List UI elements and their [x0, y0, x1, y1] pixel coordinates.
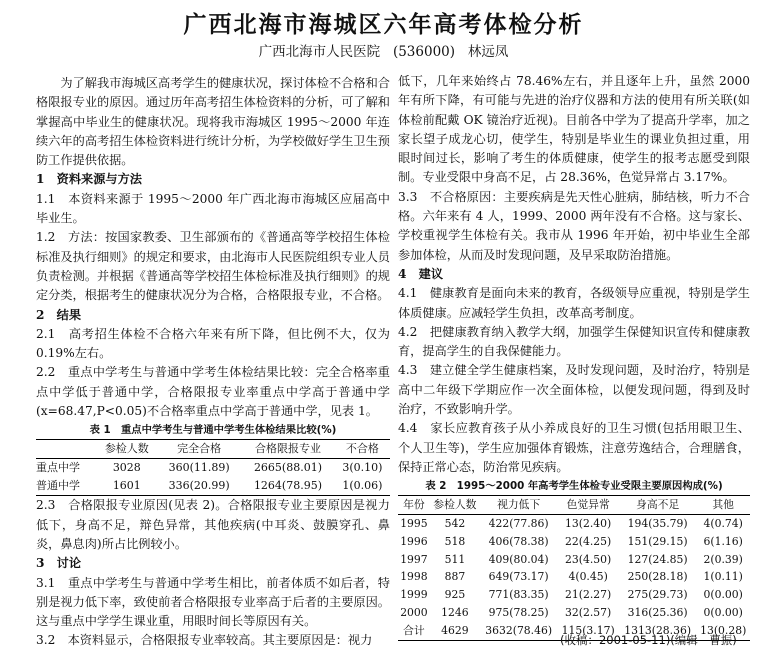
table-cell: 重点中学: [36, 461, 80, 475]
table-2-header-row: [398, 496, 750, 515]
table-cell: 511: [444, 552, 466, 566]
intro-paragraph: 为了解我市海城区高考学生的健康状况，探讨体检不合格和合格限报专业的原因。通过历年高考招生体检资料的分析，可了解和掌握高中毕业生的健康状况。现将我市海城区 1995～2000 年连续六年的高考招生体检资料进行统计分析，为学校做好学生卫生预防工作提供依据。: [36, 76, 390, 168]
table-cell: 1997: [400, 552, 428, 566]
table-2-header-cell: 视力低下: [497, 498, 541, 512]
table-cell: 13(0.28): [700, 623, 747, 637]
table-cell: 4(0.45): [568, 570, 608, 584]
table-cell: 887: [444, 570, 466, 584]
table-cell: 518: [444, 534, 466, 548]
table-row: [398, 586, 750, 604]
table-1-header-cell: 合格限报专业: [254, 442, 321, 456]
paragraph-3-2: 3.2 本资料显示，合格限报专业率较高。其主要原因是：视力: [36, 633, 373, 648]
left-column: [36, 74, 390, 651]
table-cell: 316(25.36): [627, 606, 688, 620]
table-cell: 1(0.06): [342, 479, 383, 493]
table-cell: 3028: [112, 461, 141, 475]
table-row: [398, 533, 750, 551]
section-heading-2: 2 结果: [36, 307, 82, 322]
table-cell: 275(29.73): [627, 588, 688, 602]
table-1-header-cell: [36, 440, 97, 459]
table-2: [398, 495, 750, 640]
paragraph-3-3: 3.3 不合格原因：主要疾病是先天性心脏病，肺结核，听力不合格。六年来有 4 人，1999、2000 两年没有不合格。这与家长、学校重视学生体检有关。我市从 1996 年开始，初中毕业生全部参加体检，从而及时发现问题，及早采取防治措施。: [398, 189, 750, 262]
table-2-header-cell: 其他: [712, 498, 734, 512]
author-name: 林远凤: [467, 44, 509, 60]
paragraph-4-1: 4.1 健康教育是面向未来的教育，各级领导应重视，特别是学生体质健康。应减轻学生负担，改革高考制度。: [398, 286, 750, 320]
table-cell: 1313(28.36): [624, 623, 692, 637]
table-cell: 151(29.15): [627, 534, 688, 548]
table-cell: 925: [444, 588, 466, 602]
section-heading-4: 4 建议: [398, 266, 444, 281]
table-cell: 0(0.00): [703, 606, 743, 620]
table-cell: 21(2.27): [565, 588, 612, 602]
table-row: [398, 604, 750, 622]
section-heading-3: 3 讨论: [36, 556, 82, 571]
table-cell: 3632(78.46): [485, 623, 553, 637]
table-cell: 13(2.40): [565, 517, 612, 531]
table-cell: 1264(78.95): [253, 479, 323, 493]
paragraph-3-2-continued: 低下，几年来始终占 78.46%左右，并且逐年上升，虽然 2000 年有所下降，有可能与先进的治疗仪器和方法的使用有所关联(如体检前配戴 OK 镜治疗近视)。目前各中学为了提高升学率，加之家长望子成龙心切，使学生，特别是毕业生的课业负担过重，用眼时间过长，影响了考生的体质健康，使学生的报考志愿受到限制。专业受限中身高不足，占 28.36%，色觉异常占 3.17%。: [398, 74, 750, 185]
table-cell: 普通中学: [36, 479, 80, 493]
paragraph-4-2: 4.2 把健康教育纳入教学大纲，加强学生保健知识宣传和健康教育，提高学生的自我保健能力。: [398, 324, 750, 359]
table-cell: 1601: [112, 479, 141, 493]
paragraph-2-2: 2.2 重点中学考生与普通中学考生体检结果比较：完全合格率重点中学低于普通中学，合格限报专业率重点中学高于普通中学(x=68.47,P<0.05)不合格率重点中学高于普通中学，见表 1。: [36, 365, 390, 419]
table-1-header-cell: 不合格: [345, 442, 379, 456]
table-row: [398, 551, 750, 569]
table-2-header-cell: 年份: [403, 498, 425, 512]
table-cell: 1246: [441, 606, 469, 620]
table-cell: 975(78.25): [488, 606, 549, 620]
table-row: [36, 477, 390, 496]
table-cell: 2(0.39): [703, 552, 743, 566]
table-cell: 1998: [400, 570, 428, 584]
author-org: 广西北海市人民医院: [258, 44, 381, 60]
table-cell: 1(0.11): [703, 570, 743, 584]
table-cell: 127(24.85): [627, 552, 688, 566]
table-1: [36, 439, 390, 496]
table-cell: 542: [444, 517, 466, 531]
article-title: 广西北海市海城区六年高考体检分析: [183, 11, 584, 38]
table-cell: 360(11.89): [168, 461, 230, 475]
table-row: [398, 568, 750, 586]
table-1-header-cell: 参检人数: [104, 442, 149, 456]
paragraph-1-1: 1.1 本资料来源于 1995～2000 年广西北海市海城区应届高中毕业生。: [36, 191, 390, 226]
table-cell: 336(20.99): [168, 479, 230, 493]
table-1-caption: 表 1 重点中学考生与普通中学考生体检结果比较(%): [89, 424, 337, 437]
table-cell: 1999: [400, 588, 428, 602]
section-heading-1: 1 资料来源与方法: [36, 172, 142, 187]
table-cell: 1995: [400, 517, 428, 531]
table-cell: 6(1.16): [703, 534, 743, 548]
table-cell: 115(3.17): [561, 623, 615, 637]
table-2-header-cell: 色觉异常: [566, 498, 610, 512]
table-cell: 1996: [400, 534, 428, 548]
table-cell: 422(77.86): [488, 517, 549, 531]
table-cell: 23(4.50): [565, 552, 612, 566]
table-2-caption: 表 2 1995～2000 年高考学生体检专业受限主要原因构成(%): [425, 480, 723, 493]
right-column: [398, 72, 750, 641]
table-cell: 409(80.04): [488, 552, 549, 566]
table-2-header-cell: 身高不足: [636, 498, 680, 512]
table-1-header-row: [36, 440, 390, 459]
table-cell: 22(4.25): [565, 534, 612, 548]
table-cell: 2665(88.01): [253, 461, 323, 475]
table-2-header-cell: 参检人数: [433, 498, 477, 512]
table-cell: 3(0.10): [342, 461, 383, 475]
paragraph-3-1: 3.1 重点中学考生与普通中学考生相比，前者体质不如后者，特别是视力低下率，致使前者合格限报专业率高于后者的主要原因。这与重点中学学生课业重，用眼时间长等原因有关。: [36, 575, 390, 629]
paragraph-1-2: 1.2 方法：按国家教委、卫生部颁布的《普通高等学校招生体检标准及执行细则》的规定和要求，由北海市人民医院组织专业人员负责检测。并根据《普通高等学校招生体检标准及执行细则》的规定分类，根据考生的健康状况分为合格，合格限报专业，不合格。: [36, 230, 390, 303]
paragraph-2-3: 2.3 合格限报专业原因(见表 2)。合格限报专业主要原因是视力低下，身高不足，辩色异常，其他疾病(中耳炎、鼓膜穿孔、鼻炎，鼻息肉)所占比例较小。: [36, 498, 390, 551]
paragraph-4-3: 4.3 建立健全学生健康档案，及时发现问题，及时治疗，特别是高中二年级下学期应作一次全面体检，以便发现问题，得到及时治疗，不致影响升学。: [398, 363, 750, 417]
table-cell: 771(83.35): [488, 588, 549, 602]
postal-code: (536000): [392, 44, 456, 60]
table-cell: 0(0.00): [703, 588, 743, 602]
table-row: [398, 515, 750, 533]
table-cell: 2000: [400, 606, 428, 620]
paragraph-2-1: 2.1 高考招生体检不合格六年来有所下降，但比例不大，仅为 0.19%左右。: [36, 326, 390, 361]
table-cell: 649(73.17): [488, 570, 549, 584]
table-cell: 4629: [441, 623, 469, 637]
table-1-header-cell: 完全合格: [177, 442, 222, 456]
received-date-note: (收稿：2001-05-11)(编辑 曹振): [560, 633, 737, 647]
table-cell: 32(2.57): [565, 606, 612, 620]
byline: [0, 40, 767, 60]
table-cell: 250(28.18): [627, 570, 688, 584]
table-cell: 4(0.74): [703, 517, 743, 531]
table-cell: 合计: [403, 623, 425, 637]
table-cell: 194(35.79): [627, 517, 688, 531]
table-row: [36, 459, 390, 478]
table-cell: 406(78.38): [488, 534, 549, 548]
paragraph-4-4: 4.4 家长应教育孩子从小养成良好的卫生习惯(包括用眼卫生、个人卫生等)，学生应加强体育锻炼，注意劳逸结合，合理膳食，保持正常心态，防治常见疾病。: [398, 421, 750, 474]
